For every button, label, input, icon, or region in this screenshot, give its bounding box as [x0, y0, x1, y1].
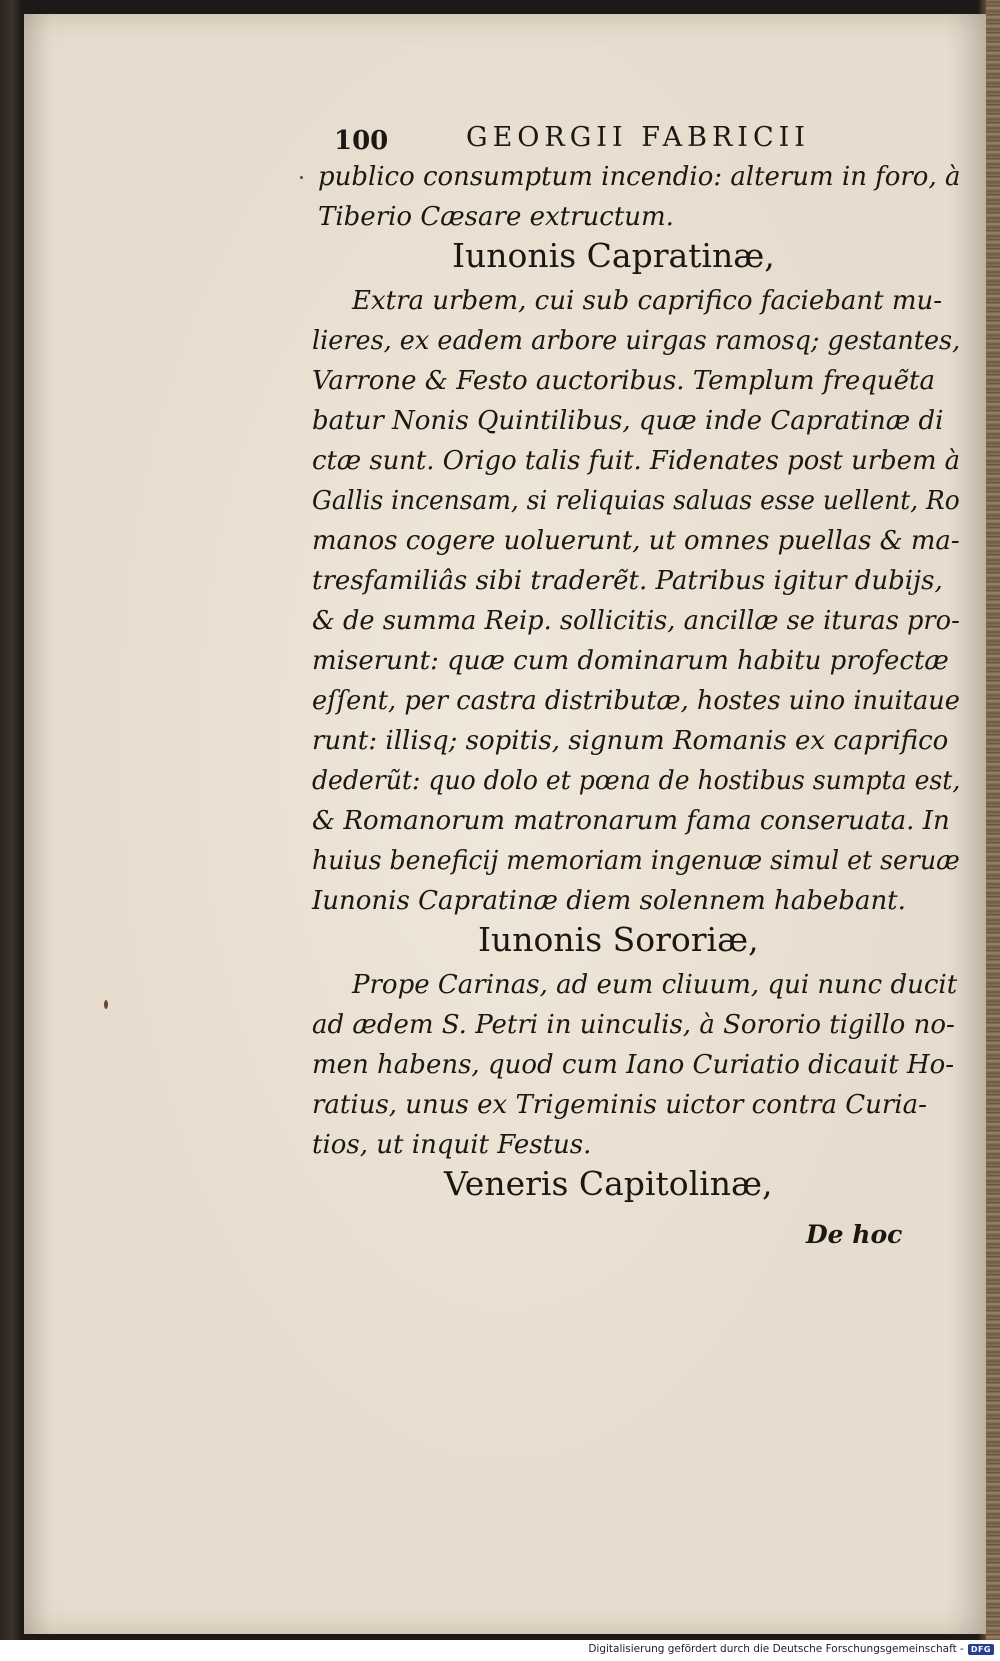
text-line: & de summa Reip. sollicitis, ancillæ se ituras pro-	[312, 606, 960, 636]
section-heading: Iunonis Capratinæ,	[452, 236, 775, 275]
text-line: ad ædem S. Petri in uinculis, à Sororio tigillo no-	[312, 1010, 955, 1040]
text-line: Gallis incensam, si reliquias saluas esse uellent, Ro	[312, 486, 960, 516]
text-line: ratius, unus ex Trigeminis uictor contra Curia-	[312, 1090, 927, 1120]
text-line: manos cogere uoluerunt, ut omnes puellas & ma-	[312, 526, 960, 556]
dfg-logo-icon: DFG	[968, 1644, 994, 1655]
text-line: tios, ut inquit Festus.	[312, 1130, 592, 1160]
running-head	[334, 122, 874, 156]
text-line: runt: illisq; sopitis, signum Romanis ex caprifico	[312, 726, 949, 756]
section-heading: Iunonis Sororiæ,	[478, 920, 759, 959]
text-line: Tiberio Cæsare extructum.	[318, 202, 674, 232]
text-line: tresfamiliâs sibi traderẽt. Patribus igitur dubijs,	[312, 566, 943, 596]
text-line: men habens, quod cum Iano Curiatio dicauit Ho-	[312, 1050, 955, 1080]
credit-text: Digitalisierung gefördert durch die Deutsche Forschungsgemeinschaft -	[588, 1643, 964, 1655]
text-line: Prope Carinas, ad eum cliuum, qui nunc ducit	[352, 970, 958, 1000]
text-line: huius beneficij memoriam ingenuæ simul et seruæ	[312, 846, 960, 876]
text-line: Extra urbem, cui sub caprifico faciebant mu-	[352, 286, 943, 316]
page-number: 100	[334, 126, 389, 156]
page-edge-stack	[986, 0, 1000, 1661]
text-line: lieres, ex eadem arbore uirgas ramosq; gestantes,	[312, 326, 961, 356]
text-line: publico consumptum incendio: alterum in foro, à	[318, 162, 961, 192]
section-heading: Veneris Capitolinæ,	[444, 1164, 773, 1203]
text-line: ctæ sunt. Origo talis fuit. Fidenates post urbem à	[312, 446, 961, 476]
text-line: dederũt: quo dolo et pœna de hostibus sumpta est,	[312, 766, 961, 796]
catchword: De hoc	[806, 1220, 903, 1249]
text-line: eſſent, per castra distributæ, hostes uino inuitaue	[312, 686, 960, 716]
digitization-credit	[588, 1643, 994, 1655]
text-line: Varrone & Festo auctoribus. Templum frequẽta	[312, 366, 935, 396]
text-line: batur Nonis Quintilibus, quæ inde Capratinæ di	[312, 406, 944, 436]
text-line: miserunt: quæ cum dominarum habitu profectæ	[312, 646, 949, 676]
running-head-title: GEORGII FABRICII	[466, 122, 810, 153]
text-line: & Romanorum matronarum fama conseruata. In	[312, 806, 950, 836]
paper-speck	[300, 176, 303, 179]
text-line: Iunonis Capratinæ diem solennem habebant.	[312, 886, 906, 916]
paper-speck	[104, 1000, 108, 1009]
